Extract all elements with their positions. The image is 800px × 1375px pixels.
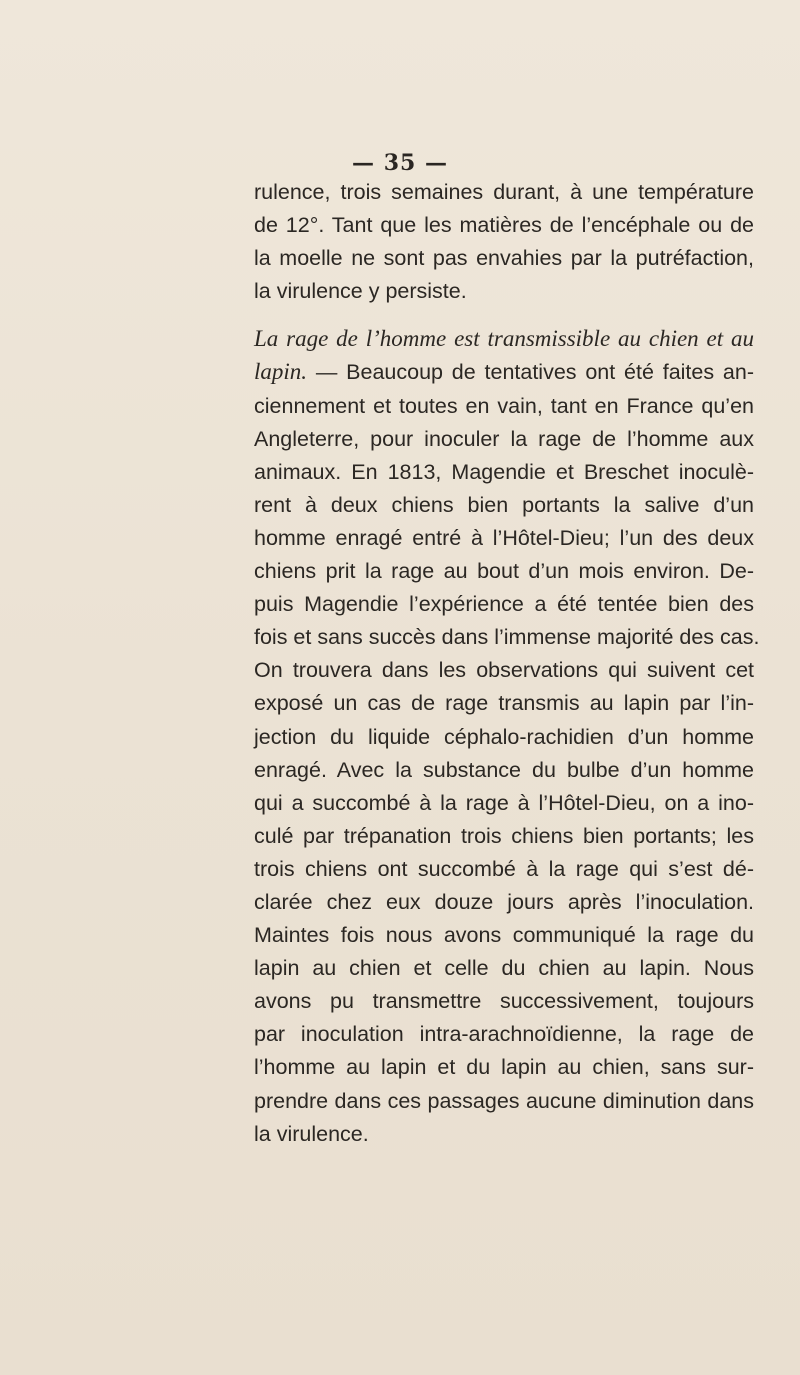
- text-line: [254, 355, 754, 389]
- text-line: culé par trépanation trois chiens bien portants; les: [254, 823, 754, 848]
- text-line: Maintes fois nous avons communiqué la rage du: [254, 923, 754, 948]
- text-line: homme enragé entré à l’Hôtel-Dieu; l’un des deux: [254, 525, 754, 550]
- text-line: Angleterre, pour inoculer la rage de l’homme aux: [254, 426, 754, 451]
- text-line: lapin au chien et celle du chien au lapin. Nous: [254, 956, 754, 981]
- text-line: l’homme au lapin et du lapin au chien, sans sur-: [254, 1055, 754, 1080]
- text-line: rent à deux chiens bien portants la salive d’un: [254, 492, 754, 517]
- page-number: — 35 —: [352, 150, 448, 176]
- text-line: fois et sans succès dans l’immense majorité des cas.: [254, 625, 760, 650]
- text-line: de 12°. Tant que les matières de l’encéphale ou de: [254, 213, 754, 238]
- text-line: prendre dans ces passages aucune diminution dans: [254, 1088, 754, 1113]
- text-line: la moelle ne sont pas envahies par la putréfaction,: [254, 246, 754, 271]
- text-line: animaux. En 1813, Magendie et Breschet inoculè-: [254, 459, 754, 484]
- text-line: chiens prit la rage au bout d’un mois environ. De-: [254, 559, 754, 584]
- section-title-end: lapin.: [254, 359, 308, 385]
- body-text: [254, 176, 760, 1151]
- text-line: jection du liquide céphalo-rachidien d’un homme: [254, 724, 754, 749]
- text-line: clarée chez eux douze jours après l’inoculation.: [254, 889, 754, 914]
- paragraph-gap: [254, 308, 754, 322]
- text-line: qui a succombé à la rage à l’Hôtel-Dieu, on a ino-: [254, 790, 754, 815]
- text-line: On trouvera dans les observations qui suivent cet: [254, 658, 754, 683]
- text-line: rulence, trois semaines durant, à une température: [254, 180, 754, 204]
- text-line: la virulence y persiste.: [254, 279, 467, 304]
- text-line: enragé. Avec la substance du bulbe d’un homme: [254, 757, 754, 782]
- text-line: la virulence.: [254, 1121, 369, 1146]
- text-line: par inoculation intra-arachnoïdienne, la rage de: [254, 1022, 754, 1047]
- text-line: trois chiens ont succombé à la rage qui s’est dé-: [254, 856, 754, 881]
- text-line-rest: — Beaucoup de tentatives ont été faites an-: [315, 360, 754, 385]
- text-line: exposé un cas de rage transmis au lapin par l’in-: [254, 691, 754, 716]
- text-line: puis Magendie l’expérience a été tentée bien des: [254, 592, 754, 617]
- text-line: ciennement et toutes en vain, tant en France qu’en: [254, 393, 754, 418]
- text-line: avons pu transmettre successivement, toujours: [254, 989, 754, 1014]
- section-title: La rage de l’homme est transmissible au chien et au: [254, 326, 754, 352]
